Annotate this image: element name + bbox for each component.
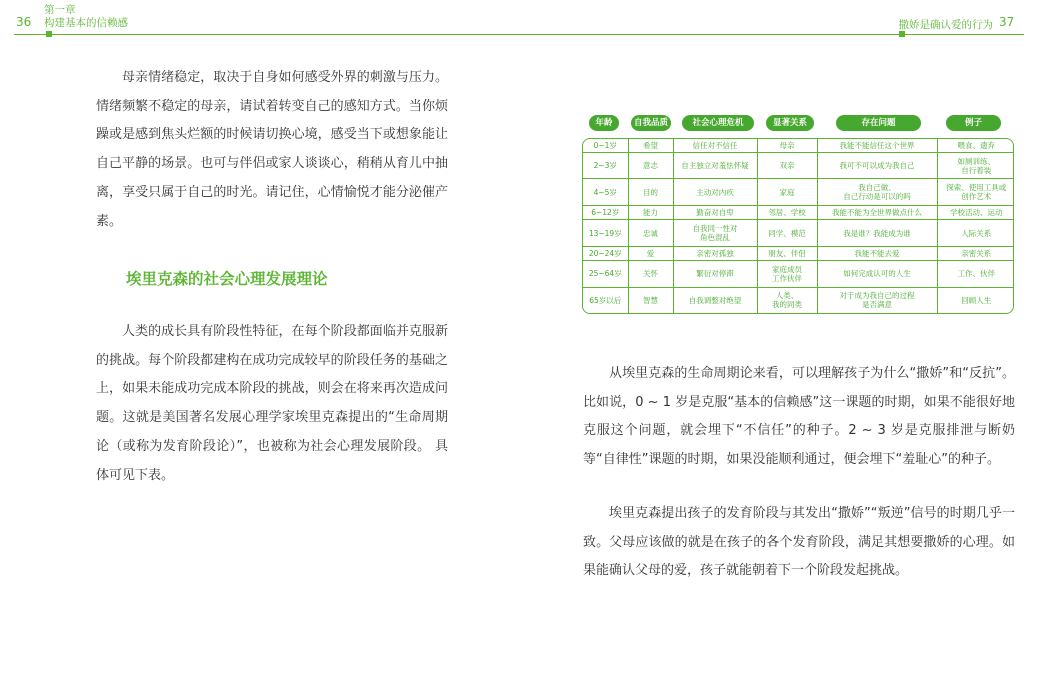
table-row: [583, 139, 1014, 152]
table-cell: 能力: [628, 206, 673, 220]
table-cell: 亲密关系: [937, 246, 1014, 260]
erikson-stages-table: [582, 138, 1014, 314]
table-cell: 0~1岁: [583, 139, 628, 152]
table-cell: 人际关系: [937, 220, 1014, 247]
right-page-number: 37: [999, 15, 1015, 29]
table-cell: 4~5岁: [583, 179, 628, 206]
table-header-age: 年龄: [589, 115, 619, 131]
chapter-label: 第一章: [44, 4, 76, 16]
table-row: [583, 260, 1014, 287]
table-cell: 我是谁？我能成为谁: [817, 220, 937, 247]
table-cell: 母亲: [757, 139, 817, 152]
table-cell: 20~24岁: [583, 246, 628, 260]
table-row: [583, 246, 1014, 260]
table-cell: 自我调整对绝望: [673, 287, 757, 313]
table-header-crisis: 社会心理危机: [682, 115, 754, 131]
header-rule-marker-right: [899, 31, 905, 37]
chapter-title: 构建基本的信赖感: [44, 17, 128, 29]
table-header-ego-quality: 自我品质: [631, 115, 671, 131]
table-cell: 智慧: [628, 287, 673, 313]
table-cell: 希望: [628, 139, 673, 152]
left-paragraph-1: 母亲情绪稳定，取决于自身如何感受外界的刺激与压力。情绪频繁不稳定的母亲，请试着转变自己的感知方式。当你烦躁或是感到焦头烂额的时候请切换心境，感受当下或想象能让自己平静的场景。也可与伴侣或家人谈谈心，稍稍从育儿中抽离，享受只属于自己的时光。请记住，心情愉悦才能分泌催产素。: [96, 70, 448, 229]
table-row: [583, 179, 1014, 206]
table-cell: 喂食、遗弃: [937, 139, 1014, 152]
header-rule: [14, 34, 1024, 35]
table-cell: 意志: [628, 152, 673, 179]
running-title: 撒娇是确认爱的行为: [898, 19, 993, 31]
table-header-relationship: 显著关系: [766, 115, 814, 131]
table-cell: 朋友、伴侣: [757, 246, 817, 260]
table-cell: 亲密对孤独: [673, 246, 757, 260]
table-cell: 如何完成认可的人生: [817, 260, 937, 287]
table-cell: 我自己做、 自己行动是可以的吗: [817, 179, 937, 206]
table-cell: 忠诚: [628, 220, 673, 247]
table-cell: 回顾人生: [937, 287, 1014, 313]
table-cell: 25~64岁: [583, 260, 628, 287]
table-row: [583, 287, 1014, 313]
table-cell: 我能不能为全世界做点什么: [817, 206, 937, 220]
table-cell: 13~19岁: [583, 220, 628, 247]
table-cell: 邻居、学校: [757, 206, 817, 220]
table-cell: 我能不能去爱: [817, 246, 937, 260]
table-cell: 目的: [628, 179, 673, 206]
table-cell: 自主独立对羞怯怀疑: [673, 152, 757, 179]
table-cell: 关怀: [628, 260, 673, 287]
table-header-question: 存在问题: [836, 115, 921, 131]
table-cell: 人类、 我的同类: [757, 287, 817, 313]
table-cell: 双亲: [757, 152, 817, 179]
table-cell: 同学、模范: [757, 220, 817, 247]
table-cell: 如厕训练、 自行着装: [937, 152, 1014, 179]
left-page-number: 36: [16, 15, 32, 29]
table-cell: 我能不能信任这个世界: [817, 139, 937, 152]
table-cell: 爱: [628, 246, 673, 260]
right-paragraph-2: 埃里克森提出孩子的发育阶段与其发出“撒娇”“叛逆”信号的时期几乎一致。父母应该做的就是在孩子的各个发育阶段，满足其想要撒娇的心理。如果能确认父母的爱，孩子就能朝着下一个阶段发起挑战。: [583, 506, 1015, 579]
table-cell: 6~12岁: [583, 206, 628, 220]
table-row: [583, 206, 1014, 220]
table-row: [583, 152, 1014, 179]
table-cell: 2~3岁: [583, 152, 628, 179]
table-cell: 主动对内疚: [673, 179, 757, 206]
table-cell: 勤奋对自卑: [673, 206, 757, 220]
table-cell: 65岁以后: [583, 287, 628, 313]
table-cell: 自我同一性对 角色混乱: [673, 220, 757, 247]
table-cell: 对于成为我自己的过程 是否满意: [817, 287, 937, 313]
table-cell: 家庭成员 工作伙伴: [757, 260, 817, 287]
header-rule-marker-left: [46, 31, 52, 37]
table-row: [583, 220, 1014, 247]
table-cell: 我可不可以成为我自己: [817, 152, 937, 179]
left-paragraph-2: 人类的成长具有阶段性特征，在每个阶段都面临并克服新的挑战。每个阶段都建构在成功完成较早的阶段任务的基础之上，如果未能成功完成本阶段的挑战，则会在将来再次造成问题。这就是美国著名发展心理学家埃里克森提出的“生命周期论（或称为发育阶段论）”，也被称为社会心理发展阶段。 具体可见下表。: [96, 324, 448, 483]
table-cell: 学校活动、运动: [937, 206, 1014, 220]
table-cell: 繁衍对停滞: [673, 260, 757, 287]
table-cell: 工作、伙伴: [937, 260, 1014, 287]
section-heading: 埃里克森的社会心理发展理论: [126, 270, 328, 288]
table-cell: 家庭: [757, 179, 817, 206]
table-header-example: 例子: [946, 115, 1001, 131]
table-cell: 信任对不信任: [673, 139, 757, 152]
table-cell: 探索、使用工具或 创作艺术: [937, 179, 1014, 206]
right-paragraph-1: 从埃里克森的生命周期论来看，可以理解孩子为什么“撒娇”和“反抗”。比如说，0 ~ 1 岁是克服“基本的信赖感”这一课题的时期，如果不能很好地克服这个问题，就会埋下“不信任”的种子。2 ~ 3 岁是克服排泄与断奶等“自律性”课题的时期，如果没能顺利通过，便会埋下“羞耻心”的种子。: [583, 366, 1015, 468]
